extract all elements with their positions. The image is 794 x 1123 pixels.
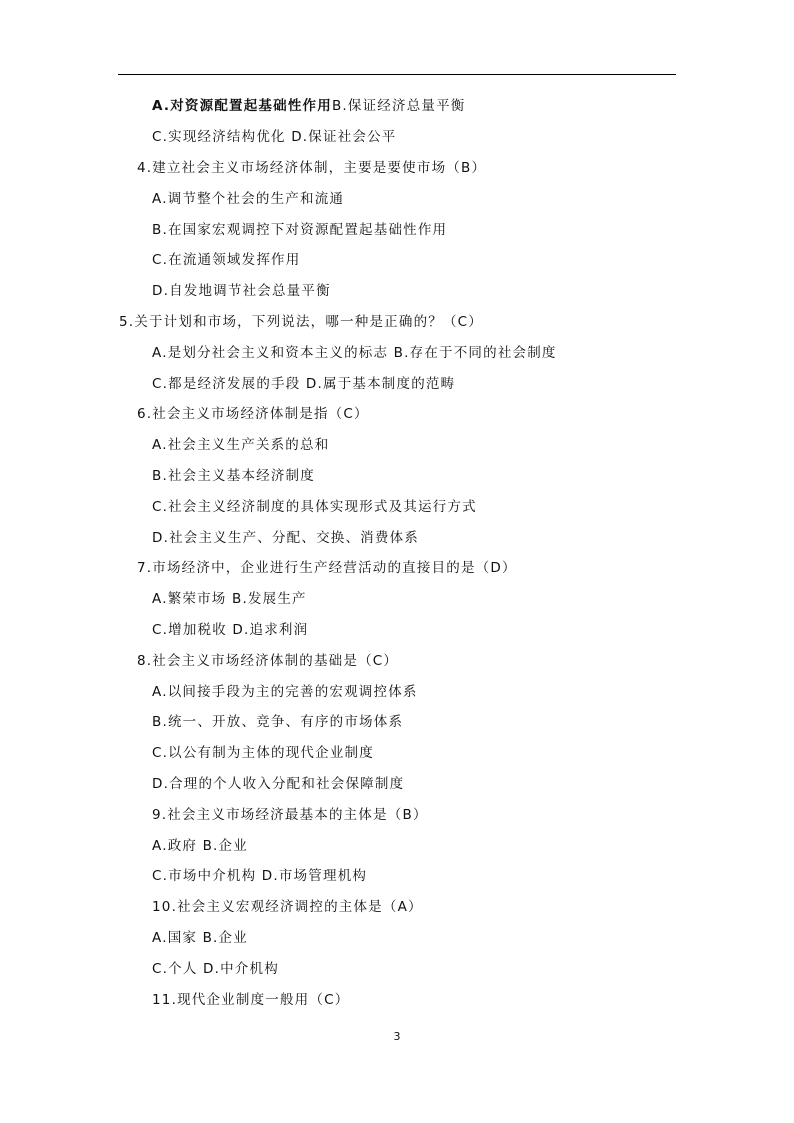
option-line: C.都是经济发展的手段 D.属于基本制度的范畴 <box>152 376 456 392</box>
option-line: C.社会主义经济制度的具体实现形式及其运行方式 <box>152 499 477 515</box>
option-line: D.合理的个人收入分配和社会保障制度 <box>152 776 405 792</box>
bold-answer: A.对资源配置起基础性作用 <box>152 98 332 114</box>
header-rule <box>118 74 676 75</box>
option-line: A.是划分社会主义和资本主义的标志 B.存在于不同的社会制度 <box>152 345 557 361</box>
option-rest: B.保证经济总量平衡 <box>331 98 466 114</box>
question-line: 8.社会主义市场经济体制的基础是（C） <box>137 653 399 669</box>
option-line: D.自发地调节社会总量平衡 <box>152 283 331 299</box>
question-line: 4.建立社会主义市场经济体制，主要是要使市场（B） <box>137 160 487 176</box>
option-line: B.在国家宏观调控下对资源配置起基础性作用 <box>152 222 448 238</box>
question-line: 5.关于计划和市场，下列说法，哪一种是正确的？（C） <box>119 314 484 330</box>
question-line: 10.社会主义宏观经济调控的主体是（A） <box>152 899 423 915</box>
option-line <box>152 97 466 115</box>
page-number: 3 <box>393 1030 401 1043</box>
option-line: C.以公有制为主体的现代企业制度 <box>152 745 374 761</box>
option-line: C.在流通领域发挥作用 <box>152 252 301 268</box>
option-line: C.市场中介机构 D.市场管理机构 <box>152 868 368 884</box>
option-line: A.政府 B.企业 <box>152 838 248 854</box>
option-line: A.调节整个社会的生产和流通 <box>152 191 345 207</box>
option-line: A.社会主义生产关系的总和 <box>152 437 330 453</box>
option-line: C.实现经济结构优化 D.保证社会公平 <box>152 129 397 145</box>
question-line: 9.社会主义市场经济最基本的主体是（B） <box>152 807 428 823</box>
option-line: C.个人 D.中介机构 <box>152 961 279 977</box>
option-line: B.社会主义基本经济制度 <box>152 468 315 484</box>
option-line: D.社会主义生产、分配、交换、消费体系 <box>152 530 419 546</box>
question-line: 11.现代企业制度一般用（C） <box>152 992 350 1008</box>
question-line: 6.社会主义市场经济体制是指（C） <box>137 406 369 422</box>
option-line: A.繁荣市场 B.发展生产 <box>152 591 307 607</box>
option-line: B.统一、开放、竞争、有序的市场体系 <box>152 714 404 730</box>
option-line: A.国家 B.企业 <box>152 930 248 946</box>
option-line: A.以间接手段为主的完善的宏观调控体系 <box>152 684 418 700</box>
question-line: 7.市场经济中，企业进行生产经营活动的直接目的是（D） <box>137 560 517 576</box>
option-line: C.增加税收 D.追求利润 <box>152 622 309 638</box>
